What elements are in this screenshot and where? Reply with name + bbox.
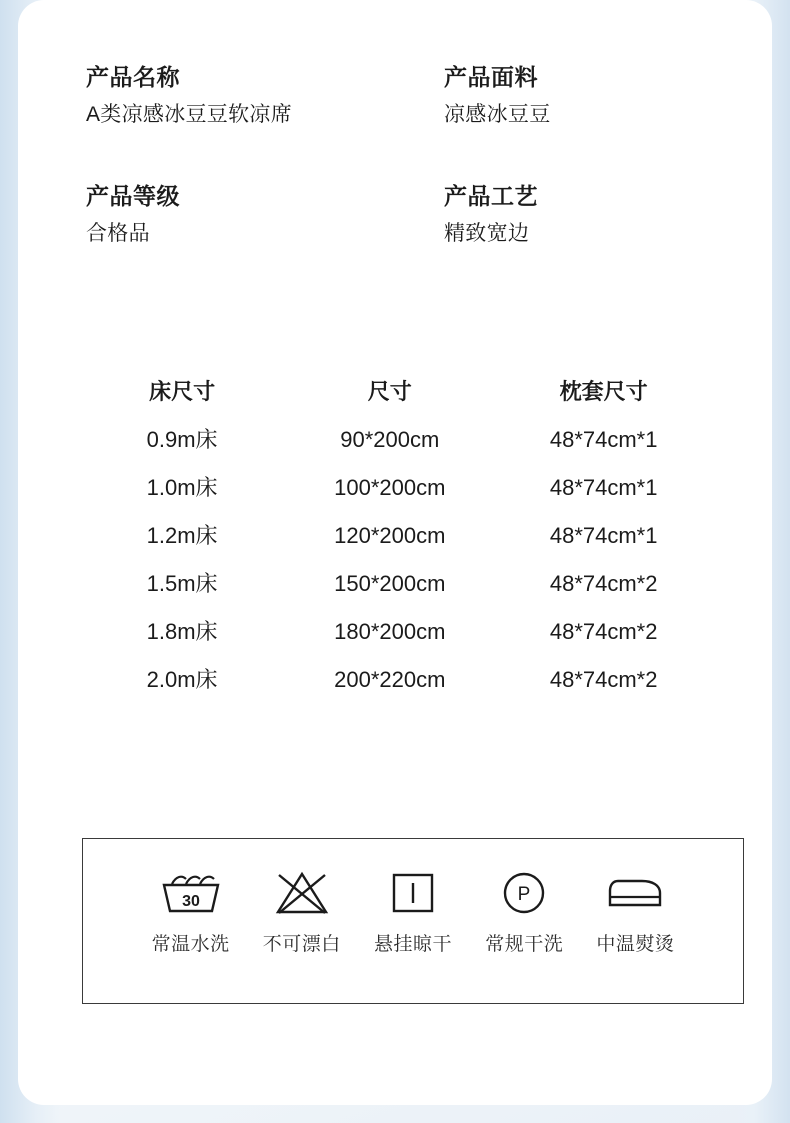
spec-cell-craft bbox=[396, 181, 706, 248]
spec-label: 产品名称 bbox=[86, 64, 180, 90]
table-row bbox=[86, 608, 706, 656]
spec-row bbox=[86, 181, 706, 248]
care-item-dry bbox=[363, 867, 463, 919]
cell-bed-size: 1.0m床 bbox=[146, 475, 218, 500]
cell-size: 150*200cm bbox=[334, 571, 446, 596]
spec-value: 合格品 bbox=[86, 222, 150, 246]
spec-value: 精致宽边 bbox=[444, 222, 530, 246]
svg-text:30: 30 bbox=[182, 893, 200, 910]
care-label-wash: 常温水洗 bbox=[151, 934, 230, 955]
cell-bed-size: 2.0m床 bbox=[146, 667, 218, 692]
cell-pillowcase-size: 48*74cm*2 bbox=[549, 571, 658, 596]
iron-medium-icon bbox=[585, 867, 685, 919]
wash-tub-30-icon bbox=[141, 867, 241, 919]
dry-clean-p-icon bbox=[474, 867, 574, 919]
spec-value: A类凉感冰豆豆软凉席 bbox=[86, 103, 293, 127]
spec-label: 产品工艺 bbox=[444, 183, 538, 210]
care-label-dryclean: 常规干洗 bbox=[485, 934, 564, 955]
cell-bed-size: 1.5m床 bbox=[146, 571, 218, 596]
cell-size: 200*220cm bbox=[334, 667, 446, 692]
table-row bbox=[86, 464, 706, 512]
care-item-iron bbox=[585, 867, 685, 919]
care-item-wash bbox=[141, 867, 241, 919]
cell-size: 180*200cm bbox=[334, 619, 446, 644]
care-label-dry: 悬挂晾干 bbox=[374, 934, 453, 955]
table-row bbox=[86, 416, 706, 464]
column-header-size: 尺寸 bbox=[367, 379, 412, 404]
care-item-bleach bbox=[252, 867, 352, 919]
column-header-pillowcase-size: 枕套尺寸 bbox=[559, 379, 648, 404]
cell-size: 90*200cm bbox=[340, 427, 440, 452]
do-not-bleach-icon bbox=[252, 867, 352, 919]
spec-value: 凉感冰豆豆 bbox=[444, 103, 551, 127]
care-icon-row bbox=[83, 839, 743, 919]
care-label-row bbox=[83, 919, 743, 956]
column-header-bed-size: 床尺寸 bbox=[149, 379, 216, 404]
cell-bed-size: 0.9m床 bbox=[146, 427, 218, 452]
spec-label: 产品等级 bbox=[86, 183, 180, 210]
table-row bbox=[86, 560, 706, 608]
spec-label: 产品面料 bbox=[444, 64, 538, 90]
product-spec-grid bbox=[86, 62, 706, 249]
cell-pillowcase-size: 48*74cm*2 bbox=[549, 619, 658, 644]
care-label-bleach: 不可漂白 bbox=[262, 934, 341, 955]
spec-cell-grade bbox=[86, 181, 396, 248]
cell-bed-size: 1.8m床 bbox=[146, 619, 218, 644]
size-table-header bbox=[86, 368, 706, 416]
cell-pillowcase-size: 48*74cm*1 bbox=[549, 427, 658, 452]
size-table bbox=[86, 368, 706, 704]
spec-cell-fabric bbox=[396, 62, 706, 129]
cell-pillowcase-size: 48*74cm*1 bbox=[549, 523, 658, 548]
cell-size: 120*200cm bbox=[334, 523, 446, 548]
cell-pillowcase-size: 48*74cm*2 bbox=[549, 667, 658, 692]
table-row bbox=[86, 512, 706, 560]
table-row bbox=[86, 656, 706, 704]
care-instructions-box bbox=[82, 838, 744, 1004]
cell-size: 100*200cm bbox=[334, 475, 446, 500]
product-info-card bbox=[18, 0, 772, 1105]
line-dry-icon bbox=[363, 867, 463, 919]
care-label-iron: 中温熨烫 bbox=[596, 934, 675, 955]
spec-row bbox=[86, 62, 706, 129]
care-item-dryclean bbox=[474, 867, 574, 919]
cell-pillowcase-size: 48*74cm*1 bbox=[549, 475, 658, 500]
cell-bed-size: 1.2m床 bbox=[146, 523, 218, 548]
spec-cell-product-name bbox=[86, 62, 396, 129]
svg-text:P: P bbox=[517, 884, 531, 905]
